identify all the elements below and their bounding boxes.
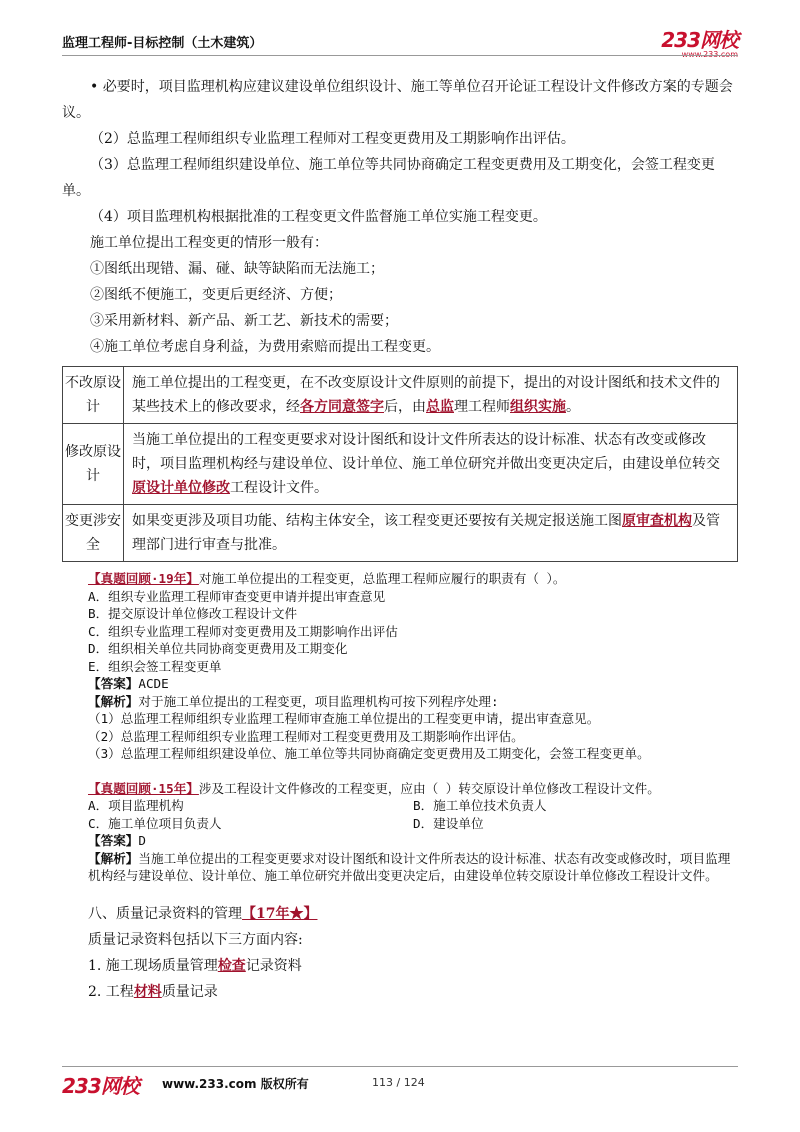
situation-item: ③采用新材料、新产品、新工艺、新技术的需要；	[90, 313, 398, 329]
option: D．建设单位	[413, 815, 484, 831]
highlight: 组织实施	[510, 399, 566, 415]
question-1	[88, 570, 738, 763]
option-row	[88, 815, 738, 833]
situations-title: 施工单位提出工程变更的情形一般有：	[90, 235, 328, 251]
analysis-text: 对于施工单位提出的工程变更，项目监理机构可按下列程序处理:	[138, 693, 499, 709]
desc-text: 工程设计文件。	[230, 480, 328, 496]
option: A．组织专业监理工程师审查变更申请并提出审查意见	[88, 588, 386, 604]
item-text: 1. 施工现场质量管理	[88, 957, 218, 974]
table-row	[63, 424, 738, 505]
section-tag: 【17年★】	[242, 905, 318, 922]
row-label: 修改原设计	[63, 424, 124, 505]
option: A．项目监理机构	[88, 798, 184, 813]
desc-text: 施工单位提出的工程变更，在不改变原设计文件原则的前提下，提出的对设计图纸和技术文件的某些技术上的修改要求，经	[132, 375, 720, 415]
page-header	[62, 26, 738, 59]
row-description	[124, 367, 738, 424]
option: B．提交原设计单位修改工程设计文件	[88, 606, 298, 621]
intro-step-3: （3）总监理工程师组织建设单位、施工单位等共同协商确定工程变更费用及工期变化，会签工程变更单。	[62, 157, 715, 199]
situation-item: ②图纸不便施工，变更后更经济、方便；	[90, 287, 342, 303]
answer-label: 【答案】	[88, 833, 139, 848]
analysis-line: （2）总监理工程师组织专业监理工程师对工程变更费用及工期影响作出评估。	[88, 728, 524, 744]
question-2	[88, 780, 738, 885]
answer-value: D	[138, 833, 146, 848]
row-label: 变更涉安全	[63, 505, 124, 562]
analysis-line: （3）总监理工程师组织建设单位、施工单位等共同协商确定变更费用及工期变化，会签工程变更单。	[88, 746, 650, 761]
section-intro: 质量记录资料包括以下三方面内容:	[88, 931, 303, 948]
page-content	[62, 74, 738, 1005]
desc-text: 。	[566, 399, 580, 415]
option: C．施工单位项目负责人	[88, 815, 222, 831]
situation-item: ④施工单位考虑自身利益，为费用索赔而提出工程变更。	[90, 339, 440, 355]
footer-divider	[62, 1066, 738, 1067]
item-text: 质量记录	[161, 983, 218, 1000]
answer	[88, 675, 738, 693]
item-text: 2. 工程	[88, 983, 134, 1000]
section-item	[88, 979, 738, 1005]
change-type-table	[62, 366, 738, 562]
item-text: 记录资料	[245, 957, 302, 974]
desc-text: 理工程师	[454, 399, 510, 415]
table-row	[63, 505, 738, 562]
answer-value: ACDE	[138, 676, 169, 691]
highlight: 总监	[426, 399, 454, 415]
section-title-text: 八、质量记录资料的管理	[88, 905, 242, 922]
option-row	[88, 797, 738, 815]
section-item	[88, 953, 738, 979]
logo-url: www.233.com	[681, 50, 738, 59]
desc-text: 如果变更涉及项目功能、结构主体安全，该工程变更还要按有关规定报送施工图	[132, 513, 622, 529]
stem-text: 对施工单位提出的工程变更，总监理工程师应履行的职责有（ ）。	[198, 571, 566, 586]
option: B．施工单位技术负责人	[413, 798, 547, 813]
row-label: 不改原设计	[63, 367, 124, 424]
table-row	[63, 367, 738, 424]
stem-text: 涉及工程设计文件修改的工程变更，应由（ ）转交原设计单位修改工程设计文件。	[198, 780, 660, 796]
question-tag: 【真题回顾·19年】	[88, 571, 199, 586]
logo-text: 233网校	[661, 28, 738, 52]
analysis-label: 【解析】	[88, 850, 139, 866]
option: E．组织会签工程变更单	[88, 658, 222, 674]
intro-step-4: （4）项目监理机构根据批准的工程变更文件监督施工单位实施工程变更。	[90, 209, 547, 225]
analysis	[88, 850, 738, 885]
brand-logo	[661, 24, 738, 59]
row-description	[124, 505, 738, 562]
footer-logo: 233网校	[62, 1074, 139, 1098]
situation-item: ①图纸出现错、漏、碰、缺等缺陷而无法施工；	[90, 261, 384, 277]
desc-text: 及管理部门进行审查与批准。	[132, 513, 720, 553]
page-footer	[62, 1070, 738, 1098]
footer-copyright: www.233.com 版权所有	[162, 1077, 309, 1091]
analysis-line: （1）总监理工程师组织专业监理工程师审查施工单位提出的工程变更申请，提出审查意见。	[88, 711, 600, 726]
highlight: 材料	[133, 983, 162, 1000]
highlight: 检查	[217, 957, 246, 974]
answer	[88, 832, 738, 850]
intro-bullet: • 必要时，项目监理机构应建议建设单位组织设计、施工等单位召开论证工程设计文件修改方案的专题会议。	[62, 79, 733, 121]
highlight: 各方同意签字	[300, 399, 384, 415]
intro-step-2: （2）总监理工程师组织专业监理工程师对工程变更费用及工期影响作出评估。	[90, 131, 575, 147]
desc-text: 后，由	[384, 399, 426, 415]
analysis-label: 【解析】	[88, 693, 139, 709]
option: D．组织相关单位共同协商变更费用及工期变化	[88, 641, 348, 656]
question-stem	[88, 780, 738, 798]
highlight: 原审查机构	[622, 513, 692, 529]
section-title	[88, 901, 738, 927]
row-description	[124, 424, 738, 505]
section-8	[62, 901, 738, 1005]
option: C．组织专业监理工程师对变更费用及工期影响作出评估	[88, 623, 398, 639]
highlight: 原设计单位修改	[132, 480, 230, 496]
answer-label: 【答案】	[88, 676, 139, 691]
header-divider	[62, 55, 738, 56]
analysis-text: 当施工单位提出的工程变更要求对设计图纸和设计文件所表达的设计标准、状态有改变或修改时，项目监理机构经与建设单位、设计单位、施工单位研究并做出变更决定后，由建设单位转交原设计单位修改工程设计文件。	[88, 850, 731, 883]
header-title: 监理工程师-目标控制（土木建筑）	[62, 36, 263, 51]
desc-text: 当施工单位提出的工程变更要求对设计图纸和设计文件所表达的设计标准、状态有改变或修改时，项目监理机构经与建设单位、设计单位、施工单位研究并做出变更决定后，由建设单位转交	[132, 432, 720, 472]
page-number: 113 / 124	[372, 1076, 425, 1089]
question-stem	[88, 570, 738, 588]
analysis	[88, 693, 738, 711]
question-tag: 【真题回顾·15年】	[88, 780, 199, 796]
